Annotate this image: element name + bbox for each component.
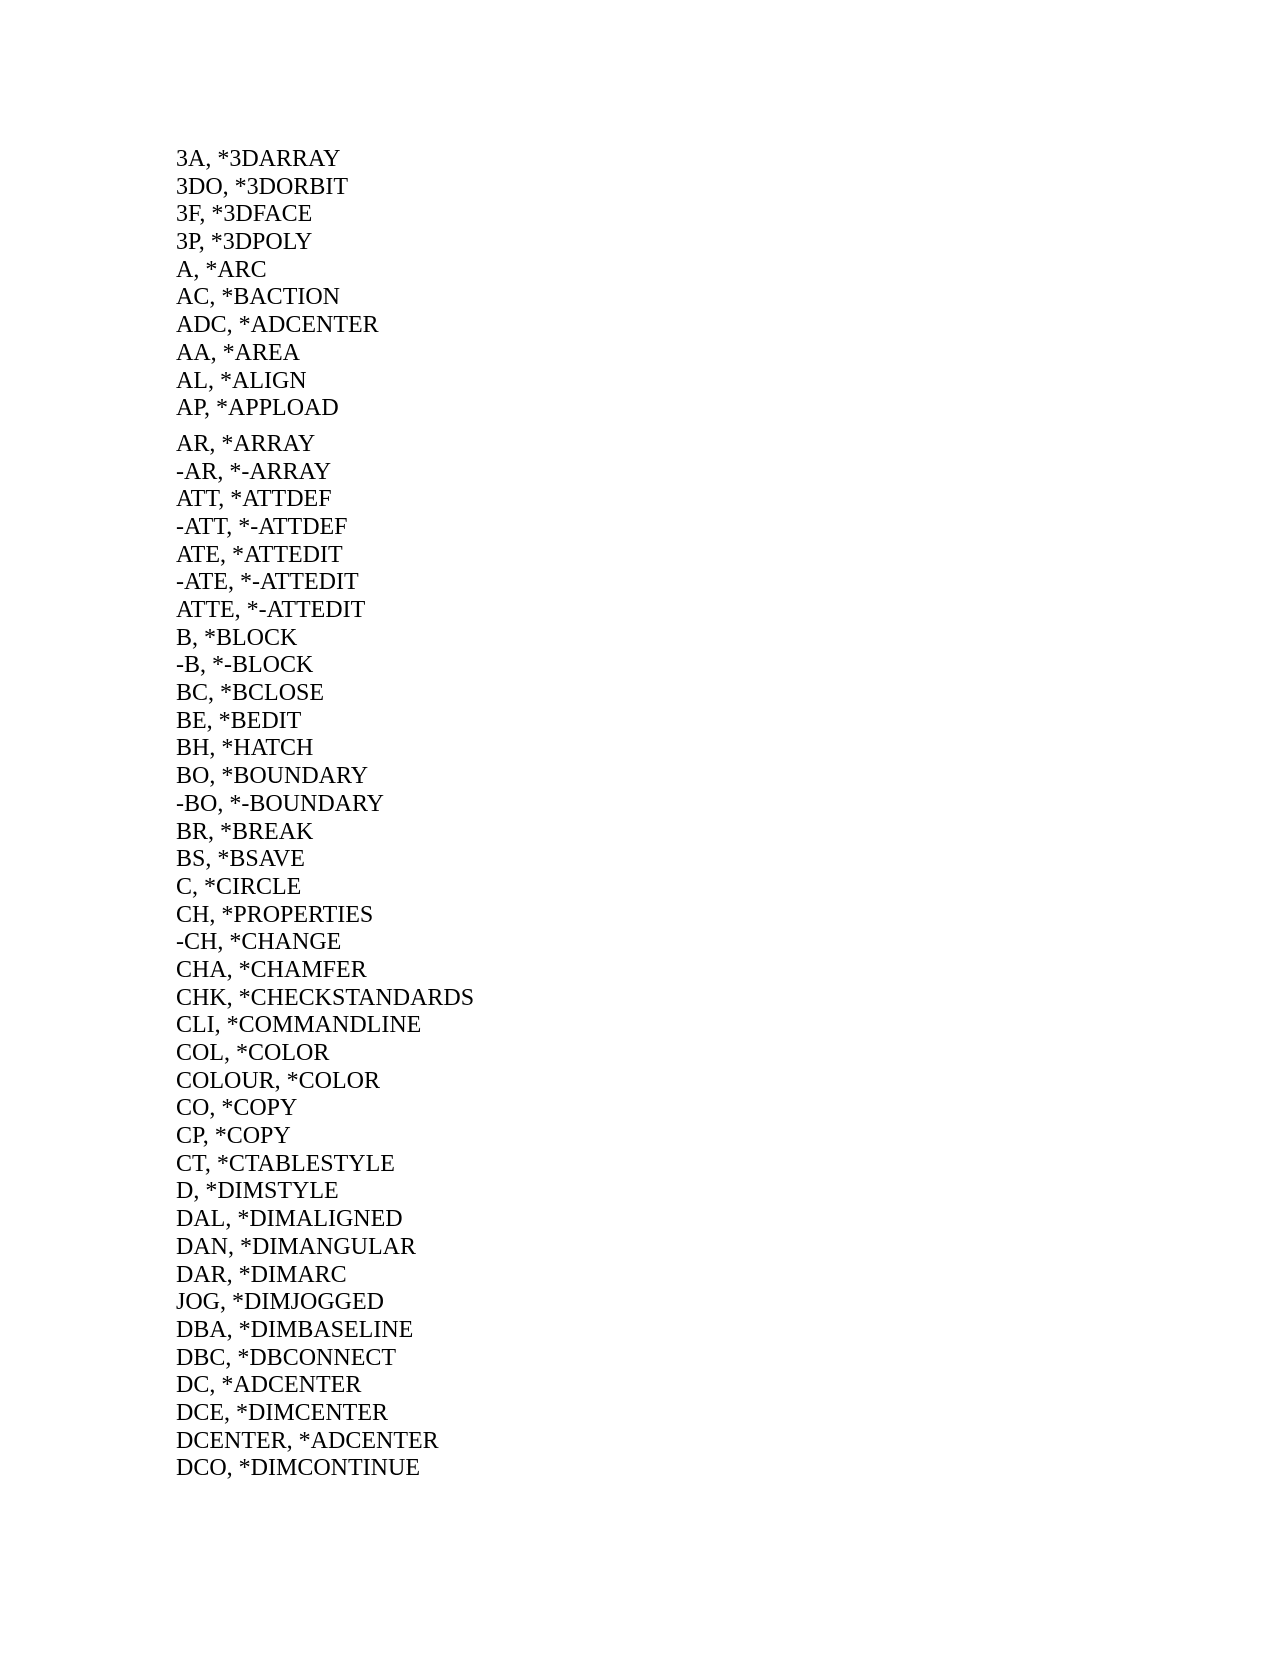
command-alias-list bbox=[176, 146, 474, 1483]
alias-line: DC, *ADCENTER bbox=[176, 1372, 362, 1399]
alias-line: DBC, *DBCONNECT bbox=[176, 1344, 397, 1371]
alias-line: -ATE, *-ATTEDIT bbox=[176, 569, 359, 596]
alias-line: DCENTER, *ADCENTER bbox=[176, 1427, 439, 1454]
alias-line: -CH, *CHANGE bbox=[176, 929, 342, 956]
alias-line: 3F, *3DFACE bbox=[176, 201, 313, 228]
alias-line: DAN, *DIMANGULAR bbox=[176, 1233, 416, 1260]
alias-line: BR, *BREAK bbox=[176, 818, 314, 845]
alias-line: DCO, *DIMCONTINUE bbox=[176, 1455, 420, 1482]
alias-line: CHA, *CHAMFER bbox=[176, 956, 367, 983]
alias-line: BC, *BCLOSE bbox=[176, 680, 325, 707]
alias-line: B, *BLOCK bbox=[176, 624, 298, 651]
alias-line: CT, *CTABLESTYLE bbox=[176, 1150, 395, 1177]
alias-line: CO, *COPY bbox=[176, 1095, 298, 1122]
alias-line: ATT, *ATTDEF bbox=[176, 486, 332, 513]
alias-line: AL, *ALIGN bbox=[176, 367, 307, 394]
alias-line: C, *CIRCLE bbox=[176, 873, 302, 900]
alias-line: AP, *APPLOAD bbox=[176, 395, 339, 422]
alias-line: DCE, *DIMCENTER bbox=[176, 1399, 388, 1426]
alias-line: DAR, *DIMARC bbox=[176, 1261, 347, 1288]
alias-line: JOG, *DIMJOGGED bbox=[176, 1289, 384, 1316]
alias-line: -BO, *-BOUNDARY bbox=[176, 790, 385, 817]
alias-line: CH, *PROPERTIES bbox=[176, 901, 374, 928]
alias-line: CLI, *COMMANDLINE bbox=[176, 1012, 422, 1039]
alias-line: BE, *BEDIT bbox=[176, 707, 302, 734]
alias-line: -B, *-BLOCK bbox=[176, 652, 314, 679]
alias-line: 3A, *3DARRAY bbox=[176, 146, 341, 172]
alias-line: -ATT, *-ATTDEF bbox=[176, 513, 348, 540]
alias-line: BO, *BOUNDARY bbox=[176, 763, 369, 790]
alias-line: BS, *BSAVE bbox=[176, 846, 305, 873]
alias-line: COL, *COLOR bbox=[176, 1040, 330, 1066]
alias-line: A, *ARC bbox=[176, 256, 267, 283]
alias-line: COLOUR, *COLOR bbox=[176, 1067, 381, 1094]
alias-line: -AR, *-ARRAY bbox=[176, 458, 332, 485]
alias-line: CP, *COPY bbox=[176, 1123, 291, 1150]
alias-line: DBA, *DIMBASELINE bbox=[176, 1316, 414, 1343]
alias-line: ADC, *ADCENTER bbox=[176, 312, 379, 339]
alias-line: 3P, *3DPOLY bbox=[176, 229, 313, 256]
alias-line: AA, *AREA bbox=[176, 339, 300, 366]
alias-line: 3DO, *3DORBIT bbox=[176, 173, 348, 200]
alias-line: ATTE, *-ATTEDIT bbox=[176, 597, 366, 623]
alias-line: AR, *ARRAY bbox=[176, 430, 316, 457]
alias-line: D, *DIMSTYLE bbox=[176, 1178, 339, 1205]
alias-line: DAL, *DIMALIGNED bbox=[176, 1206, 403, 1233]
alias-line: CHK, *CHECKSTANDARDS bbox=[176, 984, 475, 1011]
alias-line: ATE, *ATTEDIT bbox=[176, 541, 343, 568]
alias-line: BH, *HATCH bbox=[176, 735, 314, 762]
alias-line: AC, *BACTION bbox=[176, 284, 341, 311]
